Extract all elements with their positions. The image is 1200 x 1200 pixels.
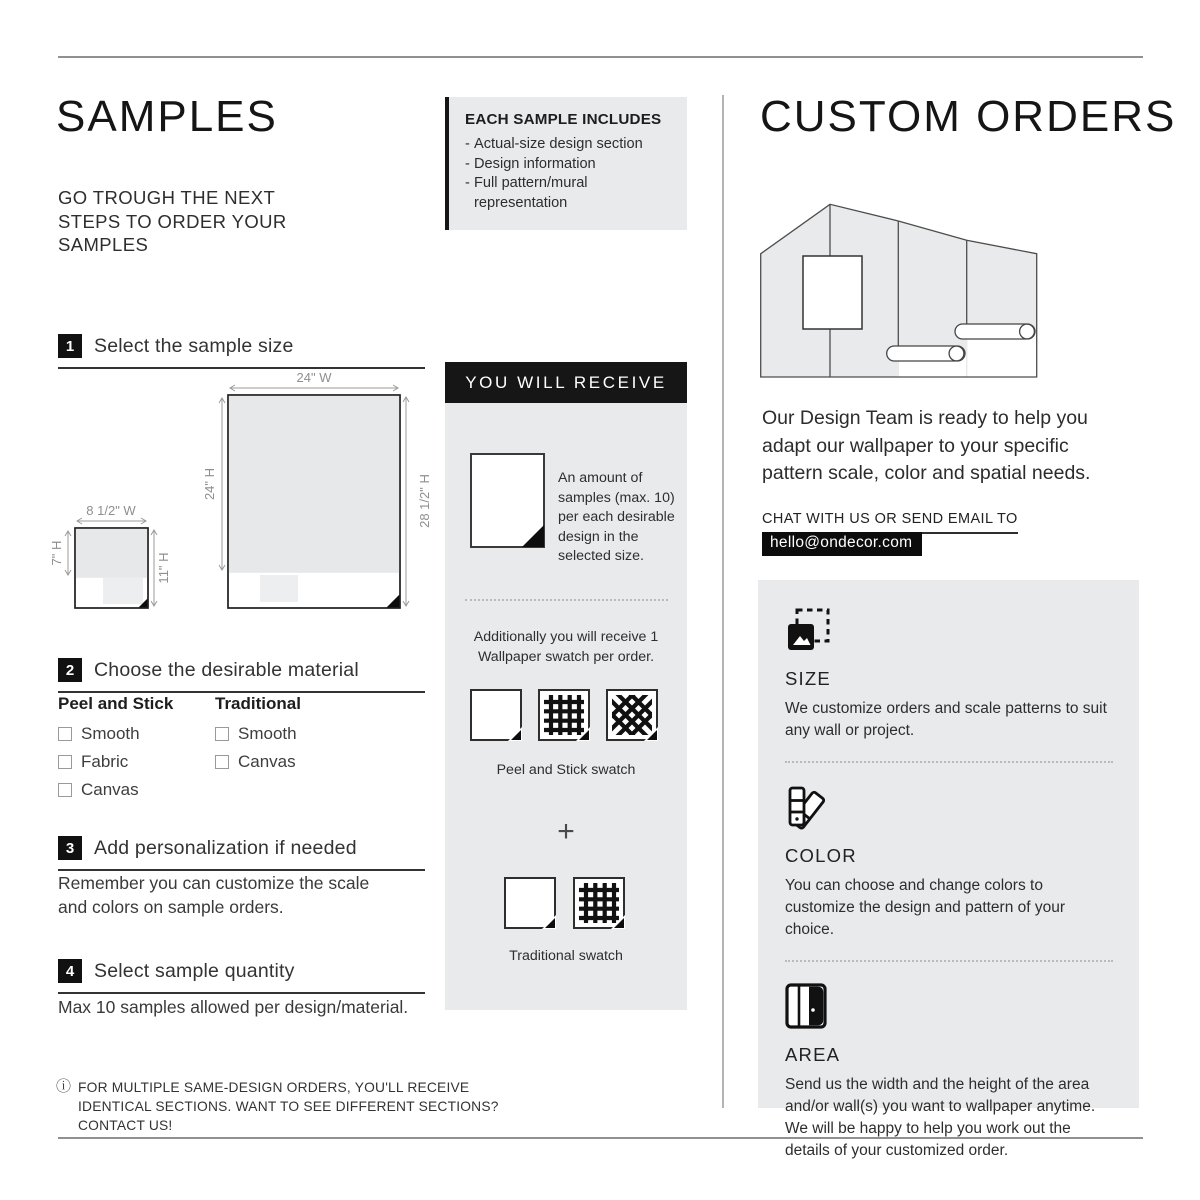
small-sample-sheet bbox=[75, 528, 148, 608]
step-3-header bbox=[58, 836, 425, 871]
large-full-height-label: 28 1/2" H bbox=[417, 474, 432, 528]
material-column-traditional bbox=[215, 694, 301, 780]
material-option bbox=[215, 724, 301, 744]
grid-swatch-icon bbox=[538, 689, 590, 741]
custom-orders-title: CUSTOM ORDERS bbox=[760, 92, 1177, 141]
checkbox-canvas-traditional[interactable] bbox=[215, 755, 229, 769]
traditional-swatch-label: Traditional swatch bbox=[509, 948, 623, 964]
small-full-height-label: 11" H bbox=[156, 552, 171, 584]
step-3-note: Remember you can customize the scale and colors on sample orders. bbox=[58, 873, 370, 917]
samples-title: SAMPLES bbox=[56, 92, 278, 141]
diagonal-swatch-icon bbox=[606, 689, 658, 741]
info-icon: ⓘ bbox=[56, 1078, 72, 1095]
material-title: Traditional bbox=[215, 694, 301, 713]
option-label: Smooth bbox=[238, 724, 297, 743]
step-4-label: Select sample quantity bbox=[94, 959, 295, 982]
material-option bbox=[58, 724, 173, 744]
step-1-header bbox=[58, 334, 425, 369]
peel-swatch-row bbox=[470, 689, 658, 741]
you-will-receive-header: YOU WILL RECEIVE bbox=[445, 362, 687, 403]
includes-item: - Actual-size design section bbox=[465, 135, 675, 155]
option-label: Canvas bbox=[81, 780, 139, 799]
samples-intro: GO TROUGH THE NEXT STEPS TO ORDER YOUR SAMPLES bbox=[58, 187, 287, 256]
step-4-note: Max 10 samples allowed per design/material. bbox=[58, 997, 409, 1017]
material-title: Peel and Stick bbox=[58, 694, 174, 713]
color-section-title: COLOR bbox=[785, 845, 857, 866]
window bbox=[803, 256, 862, 329]
material-column-peel-and-stick bbox=[58, 694, 173, 808]
custom-options-box bbox=[758, 580, 1139, 1159]
plus-sign: + bbox=[557, 815, 575, 848]
material-option bbox=[215, 752, 301, 772]
checkbox-smooth-traditional[interactable] bbox=[215, 727, 229, 741]
footer-note bbox=[56, 1078, 541, 1135]
includes-item: - Full pattern/mural representation bbox=[465, 174, 675, 213]
additional-text: Additionally you will receive 1 Wallpaper swatch per order. bbox=[473, 629, 659, 665]
checkbox-smooth[interactable] bbox=[58, 727, 72, 741]
area-section-title: AREA bbox=[785, 1044, 841, 1065]
small-design-height-label: 7" H bbox=[49, 540, 64, 566]
size-section-title: SIZE bbox=[785, 668, 831, 689]
peel-swatch-label: Peel and Stick swatch bbox=[496, 762, 636, 778]
custom-orders-paragraph: Our Design Team is ready to help you adapt our wallpaper to your specific pattern scale, color and spatial needs. bbox=[762, 407, 1091, 485]
large-sample-sheet bbox=[228, 395, 400, 608]
option-label: Canvas bbox=[238, 752, 296, 771]
blank-swatch-icon bbox=[470, 689, 522, 741]
color-section-text: You can choose and change colors to customize the design and pattern of your choice. bbox=[785, 877, 1066, 938]
sample-includes-box bbox=[445, 97, 687, 230]
includes-list bbox=[465, 135, 675, 214]
wallpapered-wall-illustration bbox=[758, 196, 1040, 382]
top-rule bbox=[58, 56, 1143, 58]
step-3-number: 3 bbox=[58, 836, 82, 860]
material-option bbox=[58, 780, 173, 800]
column-divider bbox=[722, 95, 724, 1108]
step-2-label: Choose the desirable material bbox=[94, 658, 359, 681]
crop-image-icon bbox=[785, 607, 831, 653]
step-2-number: 2 bbox=[58, 658, 82, 682]
step-2-header bbox=[58, 658, 425, 693]
area-section-text: Send us the width and the height of the area and/or wall(s) you want to wallpaper anytime. We will be happy to help you work out the details of your customized order. bbox=[785, 1076, 1096, 1159]
footer-note-text: FOR MULTIPLE SAME-DESIGN ORDERS, YOU'LL RECEIVE IDENTICAL SECTIONS. WANT TO SEE DIFFERENT SECTIONS? CONTACT US! bbox=[78, 1080, 499, 1134]
large-width-label: 24" W bbox=[296, 370, 332, 385]
email-badge[interactable]: hello@ondecor.com bbox=[762, 532, 922, 556]
option-label: Fabric bbox=[81, 752, 129, 771]
blank-swatch-icon bbox=[504, 877, 556, 929]
grid-swatch-icon bbox=[573, 877, 625, 929]
wall-panels-icon bbox=[785, 983, 827, 1029]
traditional-swatch-row bbox=[504, 877, 625, 929]
includes-item: - Design information bbox=[465, 155, 675, 175]
dotted-divider bbox=[785, 960, 1113, 962]
chat-label: CHAT WITH US OR SEND EMAIL TO bbox=[762, 511, 1018, 534]
step-3-label: Add personalization if needed bbox=[94, 836, 357, 859]
material-option bbox=[58, 752, 173, 772]
you-will-receive-panel bbox=[445, 403, 687, 1010]
option-label: Smooth bbox=[81, 724, 140, 743]
amount-text: An amount of samples (max. 10) per each desirable design in the selected size. bbox=[558, 470, 675, 565]
color-swatches-icon bbox=[785, 784, 831, 830]
sample-sheet-icon bbox=[470, 453, 545, 548]
small-width-label: 8 1/2" W bbox=[86, 503, 136, 518]
step-4-header bbox=[58, 959, 425, 994]
sample-size-diagram bbox=[44, 370, 440, 614]
dotted-divider bbox=[785, 761, 1113, 763]
dotted-divider bbox=[465, 599, 668, 601]
includes-title: EACH SAMPLE INCLUDES bbox=[465, 111, 662, 128]
large-design-height-label: 24" H bbox=[202, 467, 217, 501]
step-4-number: 4 bbox=[58, 959, 82, 983]
step-1-number: 1 bbox=[58, 334, 82, 358]
size-section-text: We customize orders and scale patterns to suit any wall or project. bbox=[785, 700, 1107, 739]
checkbox-canvas[interactable] bbox=[58, 783, 72, 797]
step-1-label: Select the sample size bbox=[94, 334, 294, 357]
checkbox-fabric[interactable] bbox=[58, 755, 72, 769]
